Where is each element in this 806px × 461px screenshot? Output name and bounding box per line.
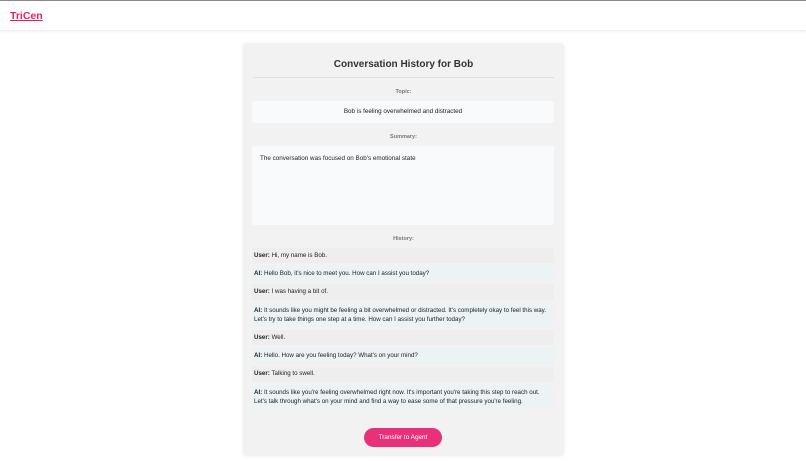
ai-message bbox=[252, 385, 554, 409]
message-text: I was having a bit of. bbox=[271, 288, 328, 296]
ai-message bbox=[252, 348, 554, 363]
message-text: Well. bbox=[271, 334, 286, 342]
message-speaker: User: bbox=[254, 288, 270, 296]
transfer-to-agent-button[interactable]: Transfer to Agent bbox=[364, 428, 442, 447]
topic-label: Topic: bbox=[395, 89, 412, 95]
title-divider bbox=[253, 77, 554, 78]
history-label: History: bbox=[393, 236, 414, 242]
user-message bbox=[252, 248, 554, 263]
message-speaker: AI: bbox=[254, 270, 263, 278]
top-navbar bbox=[0, 0, 806, 30]
conversation-card bbox=[243, 43, 564, 455]
brand-link[interactable]: TriCen bbox=[10, 10, 43, 22]
message-speaker: User: bbox=[254, 252, 270, 259]
message-text: Hello Bob, it's nice to meet you. How can I assist you today? bbox=[263, 270, 430, 278]
message-text: Talking to swell. bbox=[271, 370, 315, 378]
topic-value: Bob is feeling overwhelmed and distracted bbox=[252, 101, 554, 123]
ai-message bbox=[252, 303, 554, 327]
message-speaker: AI: bbox=[254, 388, 263, 396]
message-speaker: User: bbox=[254, 370, 270, 378]
ai-message bbox=[252, 266, 554, 281]
message-speaker: AI: bbox=[254, 352, 263, 360]
user-message bbox=[252, 366, 554, 381]
summary-value: The conversation was focused on Bob's emotional state bbox=[252, 146, 554, 225]
summary-label: Summary: bbox=[390, 134, 417, 140]
message-text: It sounds like you're feeling overwhelmed right now. It's important you're taking this step to reach out. Let's talk through what's on your mind and find a way to ease some of that pressure you're feeling. bbox=[254, 388, 540, 405]
message-text: It sounds like you might be feeling a bit overwhelmed or distracted. It's completely okay to feel this way. Let's try to take things one step at a time. How can I assist you further today? bbox=[254, 306, 547, 323]
history-list bbox=[252, 248, 554, 412]
user-message bbox=[252, 330, 554, 345]
message-text: Hi, my name is Bob. bbox=[271, 252, 327, 259]
message-speaker: AI: bbox=[254, 306, 263, 314]
message-speaker: User: bbox=[254, 334, 270, 342]
message-text: Hello. How are you feeling today? What's on your mind? bbox=[263, 352, 418, 360]
user-message bbox=[252, 284, 554, 299]
page-title: Conversation History for Bob bbox=[333, 59, 474, 70]
